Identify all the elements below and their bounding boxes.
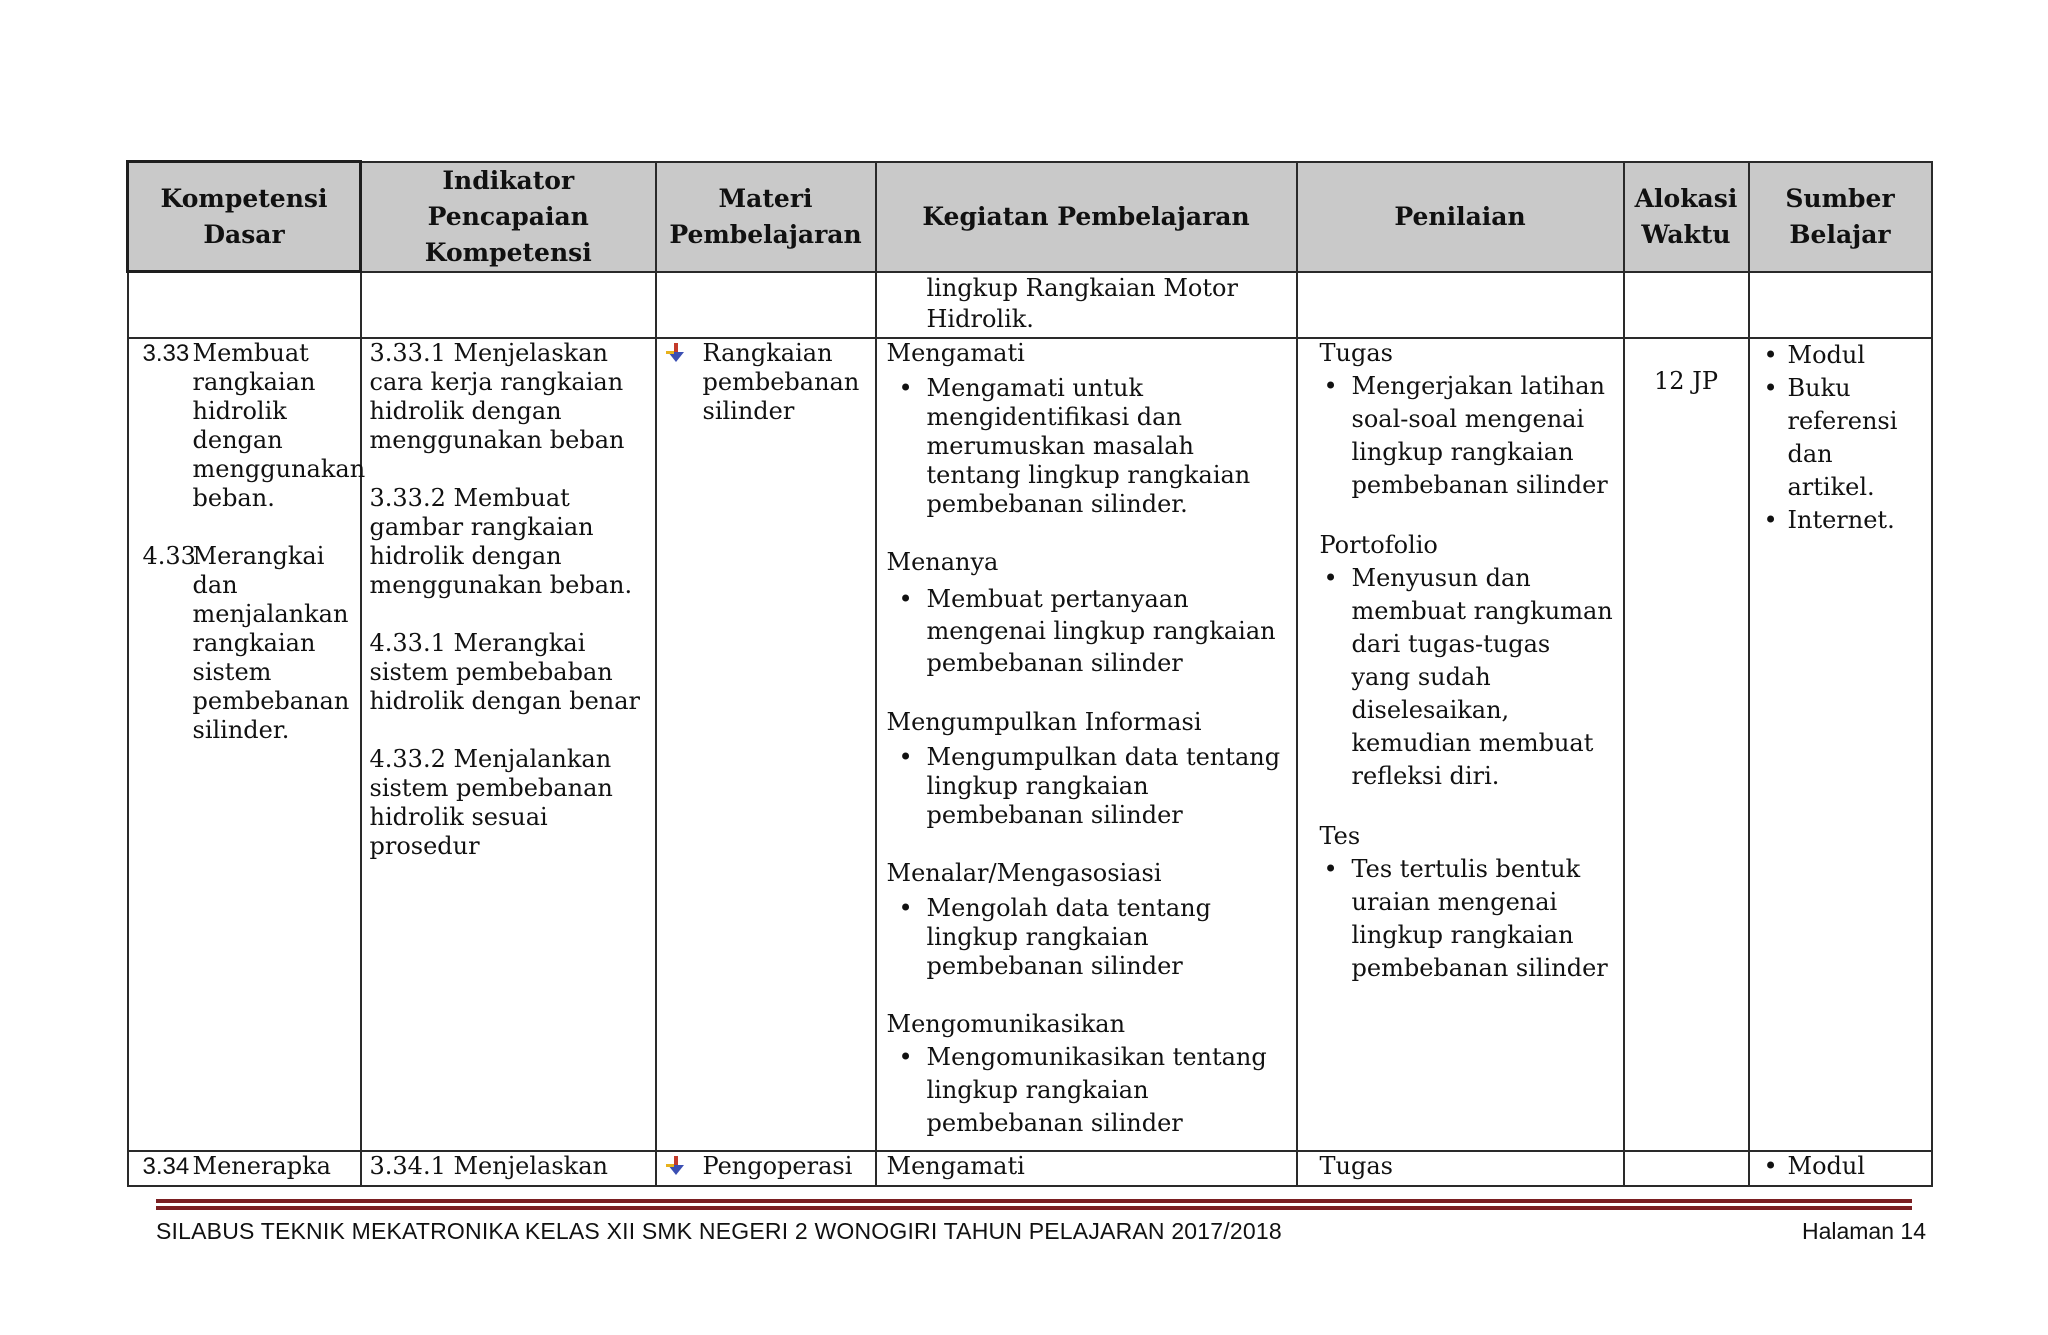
kegiatan-heading-menalar: Menalar/Mengasosiasi xyxy=(886,858,1162,887)
penilaian-item: • Tes tertulis bentuk uraian mengenai lingkup rangkaian pembebanan silinder xyxy=(1320,853,1615,985)
kegiatan-item: • Mengomunikasikan tentang lingkup rangkaian pembebanan silinder xyxy=(887,1041,1288,1140)
cell-penilaian-empty xyxy=(1297,272,1624,338)
kd-text: Menerapka xyxy=(192,1151,331,1180)
cell-sumber xyxy=(1749,1151,1932,1186)
kd-number: 4.33 xyxy=(142,541,196,570)
kegiatan-continued-line2: Hidrolik. xyxy=(926,304,1034,333)
indikator-item: 4.33.2 Menjalankan sistem pembebanan hidrolik sesuai prosedur xyxy=(369,744,613,860)
table-row-334 xyxy=(128,1151,1932,1186)
cell-indikator: 3.34.1 Menjelaskan xyxy=(361,1151,656,1186)
kd-number: 3.34 xyxy=(142,1152,190,1180)
indikator-item: 4.33.1 Merangkai sistem pembebaban hidrolik dengan benar xyxy=(369,628,641,715)
kegiatan-item: • Mengumpulkan data tentang lingkup rangkaian pembebanan silinder xyxy=(887,743,1288,830)
cell-materi xyxy=(656,1151,876,1186)
cell-kegiatan: Mengamati xyxy=(876,1151,1297,1186)
indikator-item: 3.33.1 Menjelaskan cara kerja rangkaian hidrolik dengan menggunakan beban xyxy=(369,338,625,454)
kegiatan-heading-mengumpulkan: Mengumpulkan Informasi xyxy=(886,707,1202,736)
kd-item-334 xyxy=(143,1152,352,1181)
cell-materi xyxy=(656,338,876,1151)
kegiatan-continued-line1: lingkup Rangkaian Motor xyxy=(926,273,1238,302)
cell-penilaian xyxy=(1297,338,1624,1151)
penilaian-heading-tes: Tes xyxy=(1319,821,1361,850)
cell-kegiatan xyxy=(876,338,1297,1151)
kegiatan-item: • Mengamati untuk mengidentifikasi dan merumuskan masalah tentang lingkup rangkaian pembebanan silinder. xyxy=(887,374,1288,519)
kegiatan-item: • Membuat pertanyaan mengenai lingkup rangkaian pembebanan silinder xyxy=(887,583,1288,679)
cell-indikator-empty xyxy=(361,272,656,338)
arrow-bullet-icon xyxy=(663,339,703,368)
kd-text: Membuat rangkaian hidrolik dengan menggunakan beban. xyxy=(192,338,366,512)
penilaian-item: • Menyusun dan membuat rangkuman dari tugas-tugas yang sudah diselesaikan, kemudian membuat refleksi diri. xyxy=(1320,562,1615,793)
kd-item-433 xyxy=(143,542,352,745)
cell-sumber xyxy=(1749,338,1932,1151)
footer-title: SILABUS TEKNIK MEKATRONIKA KELAS XII SMK NEGERI 2 WONOGIRI TAHUN PELAJARAN 2017/2018 xyxy=(156,1218,1282,1244)
table-header-row xyxy=(128,162,1932,272)
cell-alokasi-empty xyxy=(1624,1151,1749,1186)
cell-indikator xyxy=(361,338,656,1151)
kegiatan-heading-menanya: Menanya xyxy=(886,547,999,576)
penilaian-item: • Mengerjakan latihan soal-soal mengenai lingkup rangkaian pembebanan silinder xyxy=(1320,370,1615,502)
table-row-continued xyxy=(128,272,1932,338)
materi-item xyxy=(663,339,867,426)
cell-kompetensi-dasar xyxy=(128,338,366,1151)
kd-number: 3.33 xyxy=(142,339,190,367)
cell-kompetensi-dasar xyxy=(128,1151,361,1186)
cell-kegiatan-continued xyxy=(876,272,1297,338)
cell-penilaian: Tugas xyxy=(1297,1151,1624,1186)
kd-text: Merangkai dan menjalankan rangkaian sistem pembebanan silinder. xyxy=(192,541,350,744)
kegiatan-heading-mengamati: Mengamati xyxy=(886,338,1025,367)
materi-item xyxy=(663,1152,867,1181)
header-indikator: Indikator Pencapaian Kompetensi xyxy=(361,162,656,272)
cell-materi-empty xyxy=(656,272,876,338)
cell-alokasi-empty xyxy=(1624,272,1749,338)
cell-sumber-empty xyxy=(1749,272,1932,338)
penilaian-heading-portofolio: Portofolio xyxy=(1319,530,1438,559)
materi-text: Rangkaian pembebanan silinder xyxy=(702,338,860,425)
header-kompetensi-dasar: Kompetensi Dasar xyxy=(128,162,361,272)
penilaian-heading-tugas: Tugas xyxy=(1319,338,1393,367)
sumber-item: • Modul xyxy=(1754,1152,1923,1181)
cell-kd-empty xyxy=(128,272,361,338)
header-penilaian: Penilaian xyxy=(1297,162,1624,272)
syllabus-table xyxy=(126,160,1933,1187)
sumber-item: • Modul xyxy=(1754,339,1923,372)
sumber-item: • Buku referensi dan artikel. xyxy=(1754,372,1923,504)
kd-item-333 xyxy=(142,338,366,513)
header-sumber: Sumber Belajar xyxy=(1749,162,1932,272)
header-materi: Materi Pembelajaran xyxy=(656,162,876,272)
footer-rule xyxy=(156,1199,1912,1210)
arrow-bullet-icon xyxy=(663,1152,703,1181)
header-kegiatan: Kegiatan Pembelajaran xyxy=(876,162,1297,272)
kegiatan-item: • Mengolah data tentang lingkup rangkaian pembebanan silinder xyxy=(887,894,1288,981)
header-alokasi: Alokasi Waktu xyxy=(1624,162,1749,272)
materi-text: Pengoperasi xyxy=(702,1151,853,1180)
kegiatan-heading-mengomunikasikan: Mengomunikasikan xyxy=(886,1009,1126,1038)
sumber-item: • Internet. xyxy=(1754,504,1923,537)
table-row-333 xyxy=(128,338,1932,1151)
page-number: Halaman 14 xyxy=(1801,1218,1926,1244)
alokasi-value: 12 JP xyxy=(1654,366,1718,395)
cell-alokasi xyxy=(1624,338,1749,1151)
indikator-item: 3.33.2 Membuat gambar rangkaian hidrolik dengan menggunakan beban. xyxy=(369,483,633,599)
